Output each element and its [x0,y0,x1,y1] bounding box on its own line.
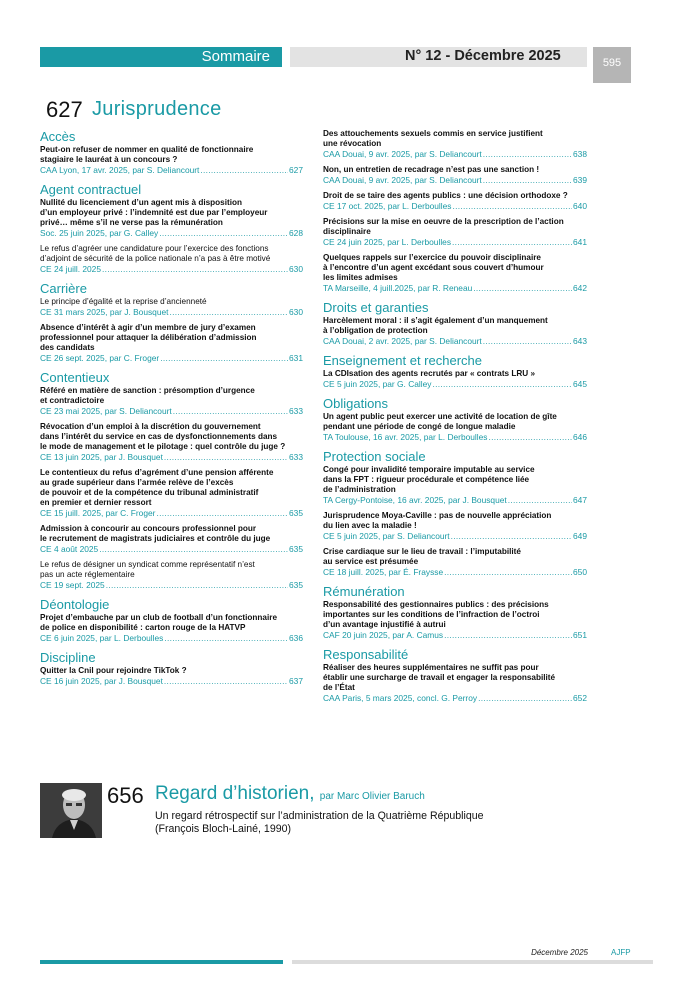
entry-reference [323,693,587,704]
leader-dots [508,495,572,506]
entry-title: Nullité du licenciement d’un agent mis à disposition d’un employeur privé : l’indemnité est due par l’employeur privé… même s’il ne verse pas la rémunération [40,198,268,227]
leader-dots [483,336,572,347]
portrait-image [40,783,102,838]
entry-page: 650 [573,567,587,577]
historian-portrait [40,783,102,838]
leader-dots [106,580,288,591]
entry-citation: TA Marseille, 4 juill.2025, par R. Reneau [323,283,473,293]
entry-title: Non, un entretien de recadrage n’est pas une sanction ! [323,165,540,174]
right-column [323,129,587,709]
category-heading: Contentieux [40,370,110,385]
toc-entry[interactable] [323,217,587,248]
leader-dots [99,544,288,555]
footer-brand: AJFP [611,948,631,957]
toc-entry[interactable] [323,191,587,212]
leader-dots [170,307,289,318]
entry-page: 638 [573,149,587,159]
entry-page: 635 [289,544,303,554]
entry-title: Révocation d’un emploi à la discrétion du gouvernement dans l’intérêt du service en cas de dysfonctionnements dans le mode de management et le pilotage : quel contrôle du juge ? [40,422,286,451]
entry-reference [40,676,303,687]
entry-citation: CE 26 sept. 2025, par C. Froger [40,353,160,363]
entry-citation: CE 16 juin 2025, par J. Bousquet [40,676,163,686]
toc-entry[interactable] [323,465,587,506]
entry-page: 646 [573,432,587,442]
leader-dots [478,693,572,704]
entry-title: Responsabilité des gestionnaires publics : des précisions importantes sur les conditions de l’infraction de l’octroi d’un avantage injustifié à autrui [323,600,549,629]
entry-title: Absence d’intérêt à agir d’un membre de jury d’examen professionnel pour attaquer la délibération d’admission des candidats [40,323,257,352]
historian-byline: par Marc Olivier Baruch [319,791,425,802]
entry-reference [323,379,587,390]
entry-reference [40,165,303,176]
leader-dots [159,228,288,239]
entry-reference [40,580,303,591]
entry-page: 635 [289,580,303,590]
entry-title: Quitter la Cnil pour rejoindre TikTok ? [40,666,187,675]
entry-page: 652 [573,693,587,703]
entry-reference [323,531,587,542]
entry-citation: CAA Douai, 2 avr. 2025, par S. Deliancourt [323,336,482,346]
toc-entry[interactable] [40,244,303,275]
entry-page: 627 [289,165,303,175]
footer-accent-bar [40,960,283,964]
entry-title: Des attouchements sexuels commis en service justifient une révocation [323,129,543,148]
toc-entry[interactable] [40,422,303,463]
entry-title: Précisions sur la mise en oeuvre de la prescription de l’action disciplinaire [323,217,564,236]
toc-entry[interactable] [323,316,587,347]
entry-reference [323,567,587,578]
toc-entry[interactable] [40,198,303,239]
entry-citation: CE 18 juill. 2025, par É. Fraysse [323,567,444,577]
entry-title: Le refus de désigner un syndicat comme représentatif n’est pas un acte réglementaire [40,560,255,579]
entry-reference [40,307,303,318]
entry-reference [323,237,587,248]
category-heading: Discipline [40,650,96,665]
entry-page: 633 [289,406,303,416]
toc-entry[interactable] [323,129,587,160]
entry-title: Référé en matière de sanction : présomption d’urgence et contradictoire [40,386,255,405]
leader-dots [164,676,288,687]
entry-page: 643 [573,336,587,346]
toc-entry[interactable] [40,323,303,364]
entry-page: 642 [573,283,587,293]
entry-title: La CDIsation des agents recrutés par « contrats LRU » [323,369,536,378]
entry-citation: CE 6 juin 2025, par L. Derboulles [40,633,164,643]
entry-title: Crise cardiaque sur le lieu de travail : l’imputabilité au service est présumée [323,547,521,566]
entry-reference [323,495,587,506]
entry-title: Harcèlement moral : il s’agit également d’un manquement à l’obligation de protection [323,316,548,335]
toc-entry[interactable] [323,663,587,704]
entry-citation: CAA Lyon, 17 avr. 2025, par S. Deliancourt [40,165,200,175]
category-heading: Obligations [323,396,389,411]
page-number: 595 [602,57,622,69]
toc-entry[interactable] [323,369,587,390]
entry-reference [40,264,303,275]
category-heading: Enseignement et recherche [323,353,482,368]
footer-date: Décembre 2025 [531,948,588,957]
entry-citation: CE 15 juill. 2025, par C. Froger [40,508,156,518]
category-heading: Accès [40,129,76,144]
entry-page: 637 [289,676,303,686]
entry-page: 635 [289,508,303,518]
entry-reference [323,201,587,212]
entry-page: 628 [289,228,303,238]
entry-reference [323,630,587,641]
entry-citation: Soc. 25 juin 2025, par G. Calley [40,228,159,238]
entry-reference [40,228,303,239]
toc-entry[interactable] [323,600,587,641]
entry-reference [40,406,303,417]
entry-reference [323,283,587,294]
leader-dots [451,531,572,542]
entry-page: 633 [289,452,303,462]
entry-citation: CAF 20 juin 2025, par A. Camus [323,630,444,640]
category-heading: Protection sociale [323,449,426,464]
toc-entry[interactable] [323,253,587,294]
entry-reference [323,432,587,443]
toc-entry[interactable] [40,468,303,519]
toc-entry[interactable] [323,547,587,578]
section-title: Jurisprudence [92,98,222,120]
entry-title: Projet d’embauche par un club de football d’un fonctionnaire de police en disponibilité : carton rouge de la HATVP [40,613,277,632]
entry-title: Jurisprudence Moya-Caville : pas de nouvelle appréciation du lien avec la maladie ! [323,511,552,530]
leader-dots [164,633,288,644]
footer-grey-bar [292,960,653,964]
entry-page: 640 [573,201,587,211]
leader-dots [489,432,573,443]
entry-page: 636 [289,633,303,643]
toc-entry[interactable] [40,386,303,417]
entry-reference [40,353,303,364]
leader-dots [444,567,572,578]
entry-reference [40,508,303,519]
entry-page: 639 [573,175,587,185]
leader-dots [483,175,572,186]
left-column [40,129,303,692]
entry-citation: CAA Douai, 9 avr. 2025, par S. Deliancourt [323,175,482,185]
header-sommaire-bar [40,47,282,67]
entry-page: 630 [289,307,303,317]
leader-dots [473,283,572,294]
entry-page: 631 [289,353,303,363]
leader-dots [164,452,288,463]
entry-title: Congé pour invalidité temporaire imputable au service dans la FPT : rigueur procédurale et compétence liée de l’administration [323,465,535,494]
entry-title: Admission à concourir au concours professionnel pour le recrutement de magistrats judiciaires et contrôle du juge [40,524,271,543]
toc-entry[interactable] [40,297,303,318]
entry-citation: CE 4 août 2025 [40,544,99,554]
leader-dots [483,149,572,160]
entry-citation: CE 13 juin 2025, par J. Bousquet [40,452,163,462]
toc-entry[interactable] [40,524,303,555]
leader-dots [453,201,573,212]
category-heading: Carrière [40,281,87,296]
entry-title: Le refus d’agréer une candidature pour l’exercice des fonctions d’adjoint de sécurité de la police nationale n’a pas à être motivé [40,244,271,263]
category-heading: Agent contractuel [40,182,142,197]
toc-entry[interactable] [40,145,303,176]
historian-title-text: Regard d’historien, [155,783,315,804]
entry-page: 641 [573,237,587,247]
entry-citation: CE 19 sept. 2025 [40,580,105,590]
entry-title: Le principe d’égalité et la reprise d’ancienneté [40,297,207,306]
entry-title: Le contentieux du refus d’agrément d’une pension afférente au grade supérieur dans l’armée relève de l’excès de pouvoir et de la compétence du tribunal administratif en premier et dernier ressort [40,468,274,507]
toc-entry[interactable] [40,666,303,687]
category-heading: Rémunération [323,584,405,599]
header-sommaire-label: Sommaire [201,48,270,65]
entry-citation: CAA Douai, 9 avr. 2025, par S. Deliancourt [323,149,482,159]
toc-entry[interactable] [323,511,587,542]
entry-reference [323,149,587,160]
leader-dots [173,406,288,417]
section-page-number: 627 [46,97,83,122]
category-heading: Responsabilité [323,647,409,662]
entry-reference [40,544,303,555]
entry-page: 630 [289,264,303,274]
entry-reference [40,633,303,644]
toc-entry[interactable] [323,165,587,186]
leader-dots [432,379,572,390]
entry-reference [323,175,587,186]
entry-citation: CE 17 oct. 2025, par L. Derboulles [323,201,452,211]
entry-title: Droit de se taire des agents publics : une décision orthodoxe ? [323,191,568,200]
category-heading: Déontologie [40,597,110,612]
entry-page: 647 [573,495,587,505]
leader-dots [102,264,288,275]
entry-title: Quelques rappels sur l’exercice du pouvoir disciplinaire à l’encontre d’un agent excédant sous couvert d’humour les limites admises [323,253,544,282]
entry-reference [323,336,587,347]
entry-citation: CE 31 mars 2025, par J. Bousquet [40,307,169,317]
leader-dots [156,508,288,519]
entry-page: 651 [573,630,587,640]
historian-page-number: 656 [107,783,144,808]
leader-dots [452,237,572,248]
historian-subtitle: Un regard rétrospectif sur l’administration de la Quatrième République (François Bloch-Lainé, 1990) [155,810,484,835]
page-number-tab [593,47,631,83]
entry-reference [40,452,303,463]
issue-label: N° 12 - Décembre 2025 [405,48,561,64]
entry-citation: CE 5 juin 2025, par G. Calley [323,379,432,389]
entry-citation: TA Cergy-Pontoise, 16 avr. 2025, par J. Bousquet [323,495,507,505]
toc-entry[interactable] [323,412,587,443]
entry-title: Peut-on refuser de nommer en qualité de fonctionnaire stagiaire le lauréat à un concours ? [40,145,254,164]
entry-page: 649 [573,531,587,541]
entry-title: Un agent public peut exercer une activité de location de gîte pendant une période de congé de longue maladie [323,412,557,431]
header-issue-bar [290,47,587,67]
category-heading: Droits et garanties [323,300,429,315]
toc-entry[interactable] [40,613,303,644]
entry-citation: CE 24 juin 2025, par L. Derboulles [323,237,452,247]
entry-citation: CE 5 juin 2025, par S. Deliancourt [323,531,450,541]
entry-page: 645 [573,379,587,389]
leader-dots [444,630,572,641]
leader-dots [160,353,288,364]
toc-entry[interactable] [40,560,303,591]
entry-citation: CE 23 mai 2025, par S. Deliancourt [40,406,172,416]
leader-dots [200,165,288,176]
entry-citation: CE 24 juill. 2025 [40,264,101,274]
entry-citation: CAA Paris, 5 mars 2025, concl. G. Perroy [323,693,478,703]
entry-citation: TA Toulouse, 16 avr. 2025, par L. Derboulles [323,432,488,442]
historian-title [155,783,425,805]
entry-title: Réaliser des heures supplémentaires ne suffit pas pour établir une surcharge de travail et engager la responsabilité de l’État [323,663,556,692]
